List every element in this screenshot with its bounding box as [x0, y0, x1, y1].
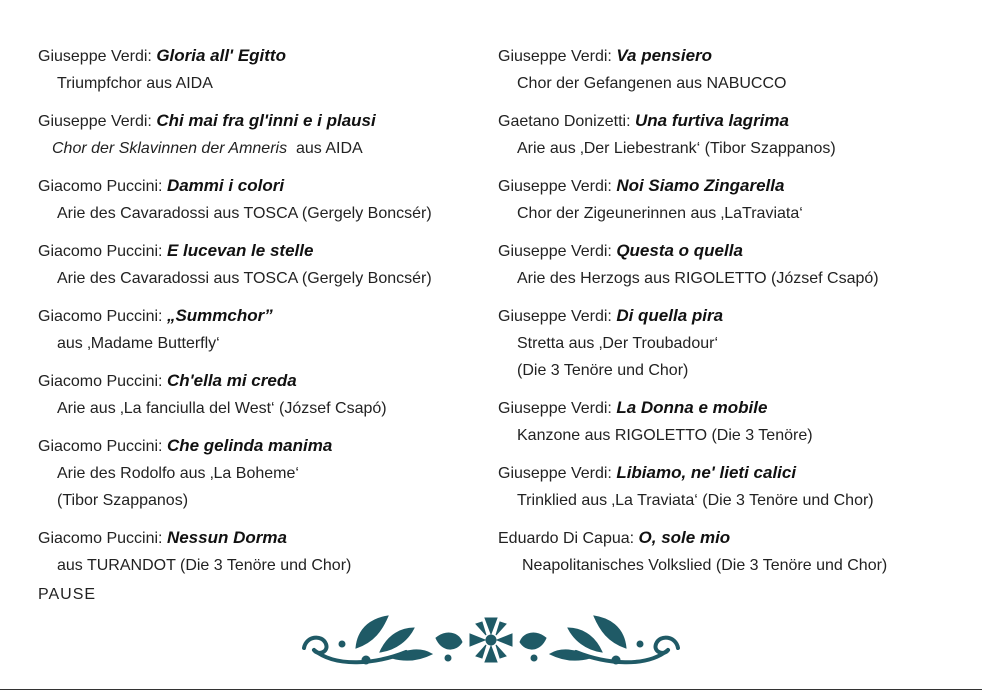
piece-title: Dammi i colori	[166, 176, 285, 195]
composer-name: Giacomo Puccini:	[38, 373, 163, 390]
piece-description: Arie aus ‚Der Liebestrank‘ (Tibor Szappanos)	[517, 140, 836, 157]
program-entry	[38, 525, 478, 585]
program-left-column	[38, 43, 478, 585]
piece-performers: (Die 3 Tenöre und Chor)	[517, 362, 689, 379]
program-right-column	[498, 43, 968, 585]
composer-name: Giuseppe Verdi:	[498, 308, 612, 325]
program-entry	[38, 108, 478, 173]
bottom-divider	[0, 689, 982, 690]
composer-name: Giacomo Puccini:	[38, 308, 163, 325]
piece-title: Noi Siamo Zingarella	[616, 176, 785, 195]
program-entry	[498, 43, 968, 108]
program-entry	[38, 433, 478, 525]
program-entry	[498, 173, 968, 238]
composer-name: Giacomo Puccini:	[38, 243, 163, 260]
piece-title: „Summchor”	[166, 306, 273, 325]
program-entry	[498, 108, 968, 173]
piece-description: Trinklied aus ‚La Traviata‘ (Die 3 Tenöre und Chor)	[517, 492, 874, 509]
composer-name: Giacomo Puccini:	[38, 530, 163, 547]
piece-description: Chor der Zigeunerinnen aus ‚LaTraviata‘	[517, 205, 803, 222]
composer-name: Giacomo Puccini:	[38, 438, 163, 455]
program-entry	[498, 460, 968, 525]
piece-description: Arie des Rodolfo aus ‚La Boheme‘	[57, 465, 299, 482]
composer-name: Eduardo Di Capua:	[498, 530, 635, 547]
composer-name: Giuseppe Verdi:	[38, 113, 152, 130]
piece-description: Arie des Cavaradossi aus TOSCA (Gergely Boncsér)	[57, 205, 432, 222]
composer-name: Giacomo Puccini:	[38, 178, 163, 195]
program-entry	[38, 303, 478, 368]
piece-title: Ch'ella mi creda	[166, 371, 297, 390]
piece-description: Chor der Gefangenen aus NABUCCO	[517, 75, 787, 92]
floral-ornament-icon	[296, 608, 686, 678]
piece-description	[38, 135, 478, 162]
piece-description: Kanzone aus RIGOLETTO (Die 3 Tenöre)	[517, 427, 813, 444]
piece-title: Va pensiero	[616, 46, 713, 65]
piece-description: Triumpfchor aus AIDA	[57, 75, 213, 92]
piece-description: Arie aus ‚La fanciulla del West‘ (József Csapó)	[57, 400, 387, 417]
piece-title: Nessun Dorma	[166, 528, 287, 547]
composer-name: Giuseppe Verdi:	[498, 465, 612, 482]
composer-name: Gaetano Donizetti:	[498, 113, 631, 130]
piece-description: aus TURANDOT (Die 3 Tenöre und Chor)	[57, 557, 352, 574]
piece-description: Neapolitanisches Volkslied (Die 3 Tenöre und Chor)	[522, 557, 888, 574]
piece-description: Stretta aus ‚Der Troubadour‘	[517, 335, 718, 352]
piece-description-italic: Chor der Sklavinnen der Amneris	[52, 140, 288, 157]
composer-name: Giuseppe Verdi:	[498, 243, 612, 260]
piece-title: Di quella pira	[616, 306, 724, 325]
program-entry	[38, 368, 478, 433]
piece-title: Questa o quella	[616, 241, 743, 260]
program-entry	[498, 395, 968, 460]
program-entry	[38, 238, 478, 303]
piece-title: Chi mai fra gl'inni e i plausi	[156, 111, 376, 130]
piece-title: O, sole mio	[638, 528, 731, 547]
piece-description: Arie des Herzogs aus RIGOLETTO (József Csapó)	[517, 270, 879, 287]
piece-title: Che gelinda manima	[166, 436, 333, 455]
piece-title: Gloria all' Egitto	[156, 46, 286, 65]
piece-title: Libiamo, ne' lieti calici	[616, 463, 797, 482]
piece-description-plain: aus AIDA	[295, 140, 363, 157]
program-entry	[38, 43, 478, 108]
composer-name: Giuseppe Verdi:	[498, 178, 612, 195]
piece-title: La Donna e mobile	[616, 398, 768, 417]
piece-title: E lucevan le stelle	[166, 241, 314, 260]
program-entry	[38, 173, 478, 238]
composer-name: Giuseppe Verdi:	[498, 48, 612, 65]
piece-description: aus ‚Madame Butterfly‘	[57, 335, 220, 352]
program-entry	[498, 238, 968, 303]
composer-name: Giuseppe Verdi:	[38, 48, 152, 65]
pause-label: PAUSE	[38, 586, 97, 603]
composer-name: Giuseppe Verdi:	[498, 400, 612, 417]
piece-title: Una furtiva lagrima	[634, 111, 789, 130]
program-entry	[498, 303, 968, 395]
piece-description: Arie des Cavaradossi aus TOSCA (Gergely Boncsér)	[57, 270, 432, 287]
program-entry	[498, 525, 968, 585]
piece-performers: (Tibor Szappanos)	[57, 492, 189, 509]
